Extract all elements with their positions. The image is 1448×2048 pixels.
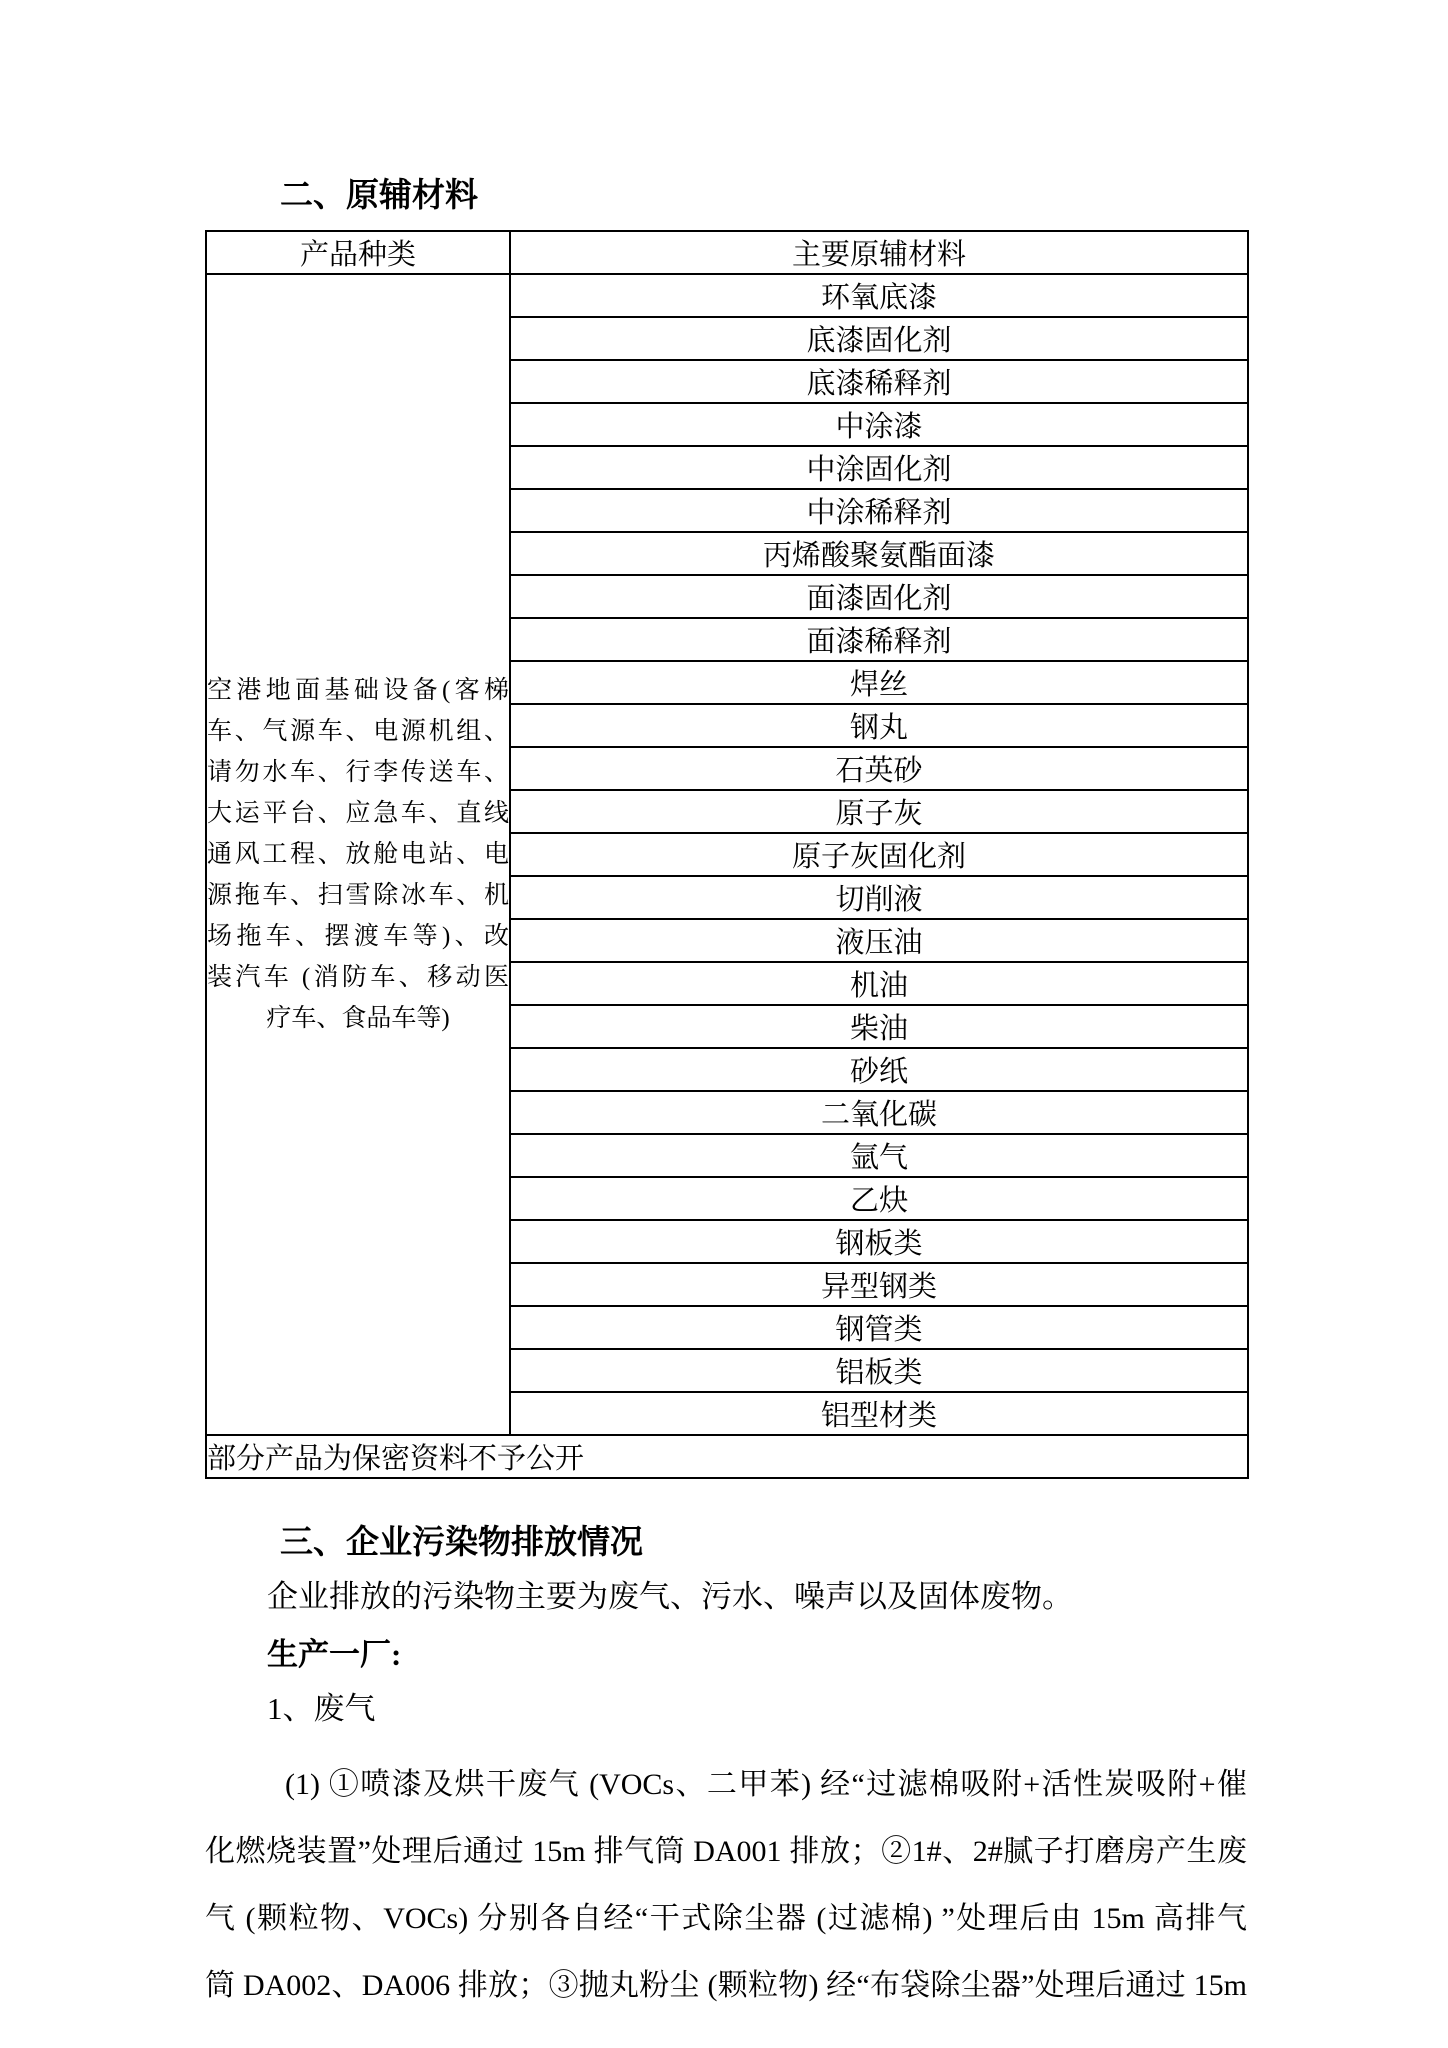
material-cell: 石英砂 xyxy=(510,747,1248,790)
paragraph-line: (1) ①喷漆及烘干废气 (VOCs、二甲苯) 经“过滤棉吸附+活性炭吸附+催 xyxy=(285,1768,1247,1801)
material-cell: 底漆稀释剂 xyxy=(510,360,1248,403)
product-category-line: 装汽车 (消防车、移动医 xyxy=(207,964,509,991)
material-cell: 砂纸 xyxy=(510,1048,1248,1091)
material-cell: 环氧底漆 xyxy=(510,274,1248,317)
product-category-cell xyxy=(206,274,510,1435)
waste-gas-item-label: 1、废气 xyxy=(267,1691,376,1726)
section2-heading: 二、原辅材料 xyxy=(280,178,478,214)
material-cell: 机油 xyxy=(510,962,1248,1005)
col-header-main-materials: 主要原辅材料 xyxy=(510,231,1248,274)
material-cell: 原子灰 xyxy=(510,790,1248,833)
col-header-product-type: 产品种类 xyxy=(206,231,510,274)
material-cell: 丙烯酸聚氨酯面漆 xyxy=(510,532,1248,575)
material-cell: 铝型材类 xyxy=(510,1392,1248,1435)
product-category-line: 大运平台、应急车、直线 xyxy=(207,800,509,827)
intro-paragraph: 企业排放的污染物主要为废气、污水、噪声以及固体废物。 xyxy=(267,1579,1073,1614)
material-cell: 乙炔 xyxy=(510,1177,1248,1220)
product-category-line: 场拖车、摆渡车等)、改 xyxy=(207,923,509,950)
paragraph-line: 筒 DA002、DA006 排放；③抛丸粉尘 (颗粒物) 经“布袋除尘器”处理后通过 15m xyxy=(205,1969,1247,2002)
material-cell: 焊丝 xyxy=(510,661,1248,704)
material-cell: 中涂固化剂 xyxy=(510,446,1248,489)
product-category-line: 疗车、食品车等) xyxy=(266,1005,450,1032)
material-cell: 底漆固化剂 xyxy=(510,317,1248,360)
material-cell: 切削液 xyxy=(510,876,1248,919)
table-row xyxy=(206,274,1248,317)
material-cell: 异型钢类 xyxy=(510,1263,1248,1306)
product-category-line: 源拖车、扫雪除冰车、机 xyxy=(207,882,509,909)
section3-heading: 三、企业污染物排放情况 xyxy=(280,1525,643,1561)
material-cell: 氩气 xyxy=(510,1134,1248,1177)
confidential-note: 部分产品为保密资料不予公开 xyxy=(206,1435,1248,1478)
material-cell: 二氧化碳 xyxy=(510,1091,1248,1134)
paragraph-line: 化燃烧装置”处理后通过 15m 排气筒 DA001 排放；②1#、2#腻子打磨房产生废 xyxy=(205,1835,1247,1868)
material-cell: 钢管类 xyxy=(510,1306,1248,1349)
material-cell: 钢板类 xyxy=(510,1220,1248,1263)
product-category-line: 通风工程、放舱电站、电 xyxy=(207,841,509,868)
material-cell: 原子灰固化剂 xyxy=(510,833,1248,876)
material-cell: 中涂漆 xyxy=(510,403,1248,446)
product-category-line: 车、气源车、电源机组、 xyxy=(207,718,509,745)
waste-gas-paragraph xyxy=(205,1751,1247,2019)
material-cell: 液压油 xyxy=(510,919,1248,962)
table-note-row xyxy=(206,1435,1248,1478)
material-cell: 面漆稀释剂 xyxy=(510,618,1248,661)
table-header-row xyxy=(206,231,1248,274)
product-category-line: 空港地面基础设备(客梯 xyxy=(207,677,509,704)
material-cell: 钢丸 xyxy=(510,704,1248,747)
material-cell: 柴油 xyxy=(510,1005,1248,1048)
paragraph-line: 气 (颗粒物、VOCs) 分别各自经“干式除尘器 (过滤棉) ”处理后由 15m 高排气 xyxy=(205,1902,1247,1935)
raw-materials-table xyxy=(205,230,1249,1479)
material-cell: 中涂稀释剂 xyxy=(510,489,1248,532)
product-category-line: 请勿水车、行李传送车、 xyxy=(207,759,509,786)
page-content xyxy=(205,0,1247,2019)
material-cell: 铝板类 xyxy=(510,1349,1248,1392)
factory-subheading: 生产一厂: xyxy=(267,1637,402,1672)
material-cell: 面漆固化剂 xyxy=(510,575,1248,618)
